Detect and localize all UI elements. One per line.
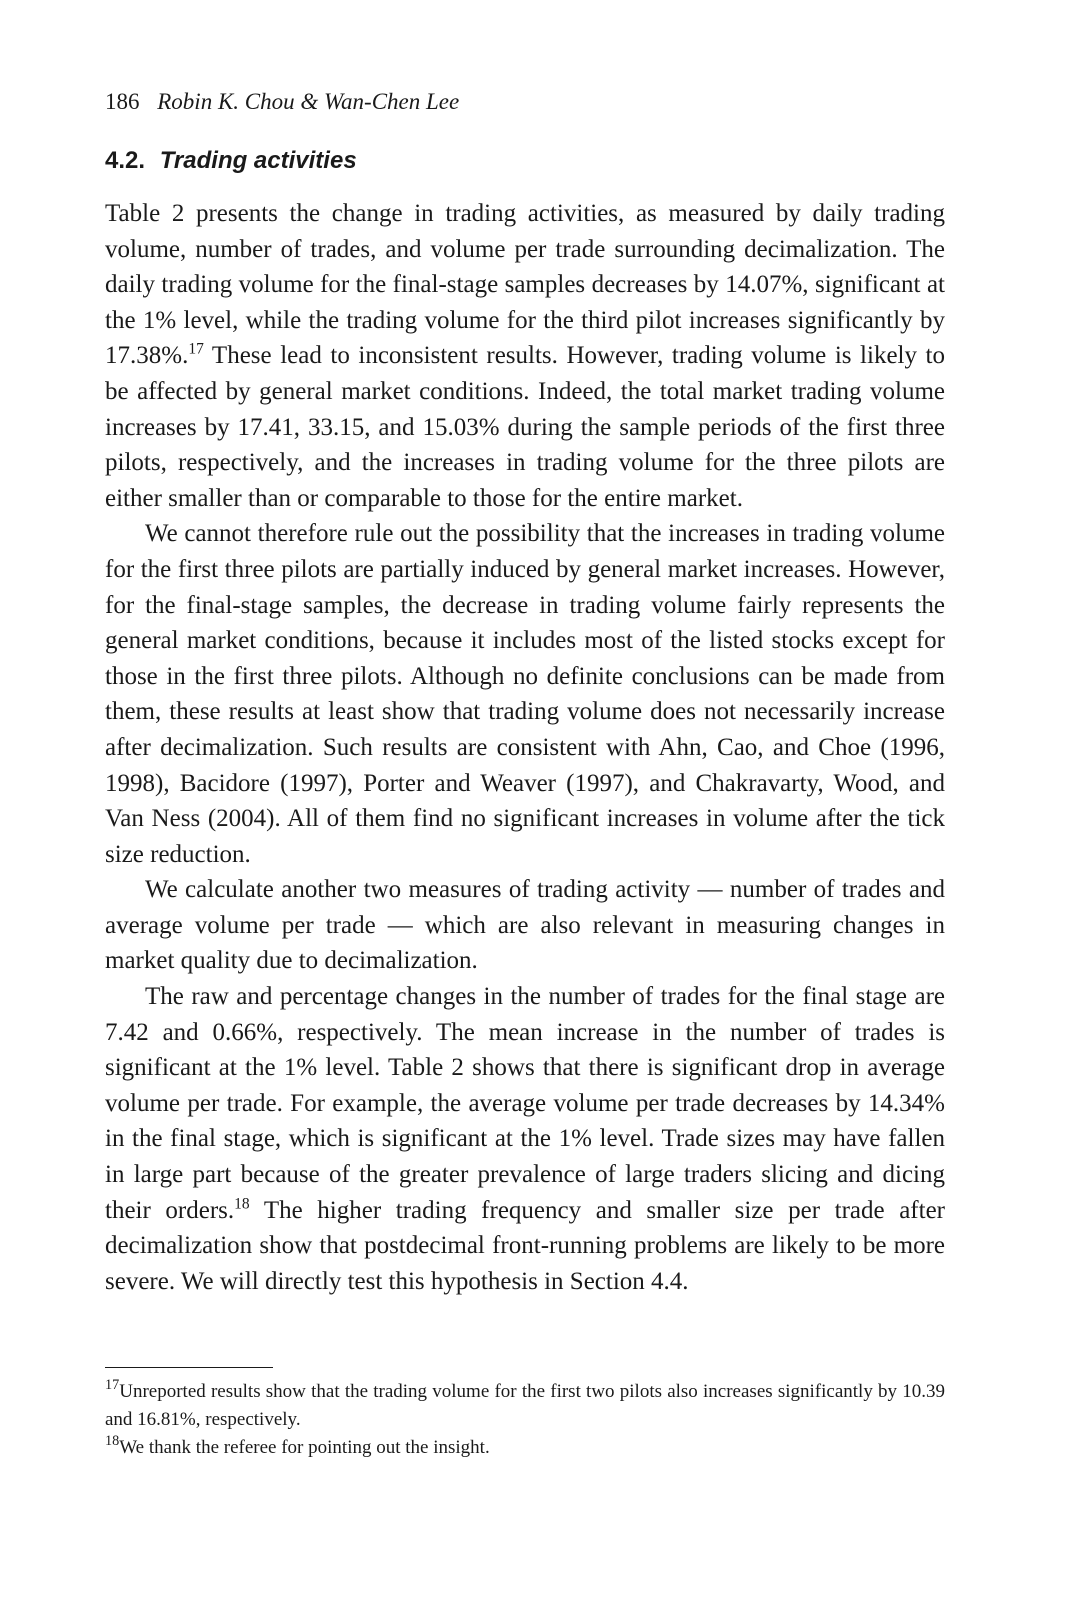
body-text (105, 196, 945, 1299)
footnote-ref-17: 17 (188, 340, 204, 358)
footnote-mark: 18 (105, 1433, 120, 1450)
paragraph-3: We calculate another two measures of trading activity — number of trades and average volume per trade — which are also relevant in measuring changes in market quality due to decimalization. (105, 876, 945, 975)
page-number: 186 (105, 89, 140, 114)
paragraph-2: We cannot therefore rule out the possibility that the increases in trading volume for the first three pilots are partially induced by general market increases. However, for the final-stage samples, the decrease in trading volume fairly represents the general market conditions, because it includes most of the listed stocks except for those in the first three pilots. Although no definite conclusions can be made from them, these results at least show that trading volume does not necessarily increase after decimalization. Such results are consistent with Ahn, Cao, and Choe (1996, 1998), Bacidore (1997), Porter and Weaver (1997), and Chakravarty, Wood, and Van Ness (2004). All of them find no significant increases in volume after the tick size reduction. (105, 520, 945, 868)
paragraph-4-text-a: The raw and percentage changes in the number of trades for the final stage are 7.42 and 0.66%, respectively. The mean increase in the number of trades is significant at the 1% level. Table 2 shows that there is significant drop in average volume per trade. For example, the average volume per trade decreases by 14.34% in the final stage, which is significant at the 1% level. Trade sizes may have fallen in large part because of the greater prevalence of large traders slicing and dicing their orders. (105, 983, 945, 1224)
footnote-mark: 17 (105, 1377, 120, 1394)
footnote-text: Unreported results show that the trading volume for the first two pilots also increases significantly by 10.39 and 16.81%, respectively. (105, 1381, 945, 1430)
footnotes (105, 1378, 945, 1462)
paragraph-4 (105, 979, 945, 1299)
paragraph-1 (105, 196, 945, 516)
paragraph-4-text-b: The higher trading frequency and smaller size per trade after decimalization show that postdecimal front-running problems are likely to be more severe. We will directly test this hypothesis in Section 4.4. (105, 1196, 945, 1295)
running-head (105, 88, 459, 116)
footnote-ref-18: 18 (234, 1195, 250, 1213)
section-heading (105, 146, 357, 176)
paragraph-1-text-a: Table 2 presents the change in trading activities, as measured by daily trading volume, number of trades, and volume per trade surrounding decimalization. The daily trading volume for the final-stage samples decreases by 14.07%, significant at the 1% level, while the trading volume for the third pilot increases significantly by 17.38%. (105, 200, 945, 370)
footnote-18 (105, 1434, 945, 1462)
section-title: Trading activities (159, 147, 357, 174)
footnote-17 (105, 1378, 945, 1434)
section-number: 4.2. (105, 147, 146, 174)
footnote-divider (105, 1367, 273, 1368)
paragraph-1-text-b: These lead to inconsistent results. However, trading volume is likely to be affected by general market conditions. Indeed, the total market trading volume increases by 17.41, 33.15, and 15.03% during the sample periods of the first three pilots, respectively, and the increases in trading volume for the three pilots are either smaller than or comparable to those for the entire market. (105, 342, 945, 512)
running-head-authors: Robin K. Chou & Wan-Chen Lee (157, 89, 460, 114)
footnote-text: We thank the referee for pointing out the insight. (119, 1437, 490, 1458)
